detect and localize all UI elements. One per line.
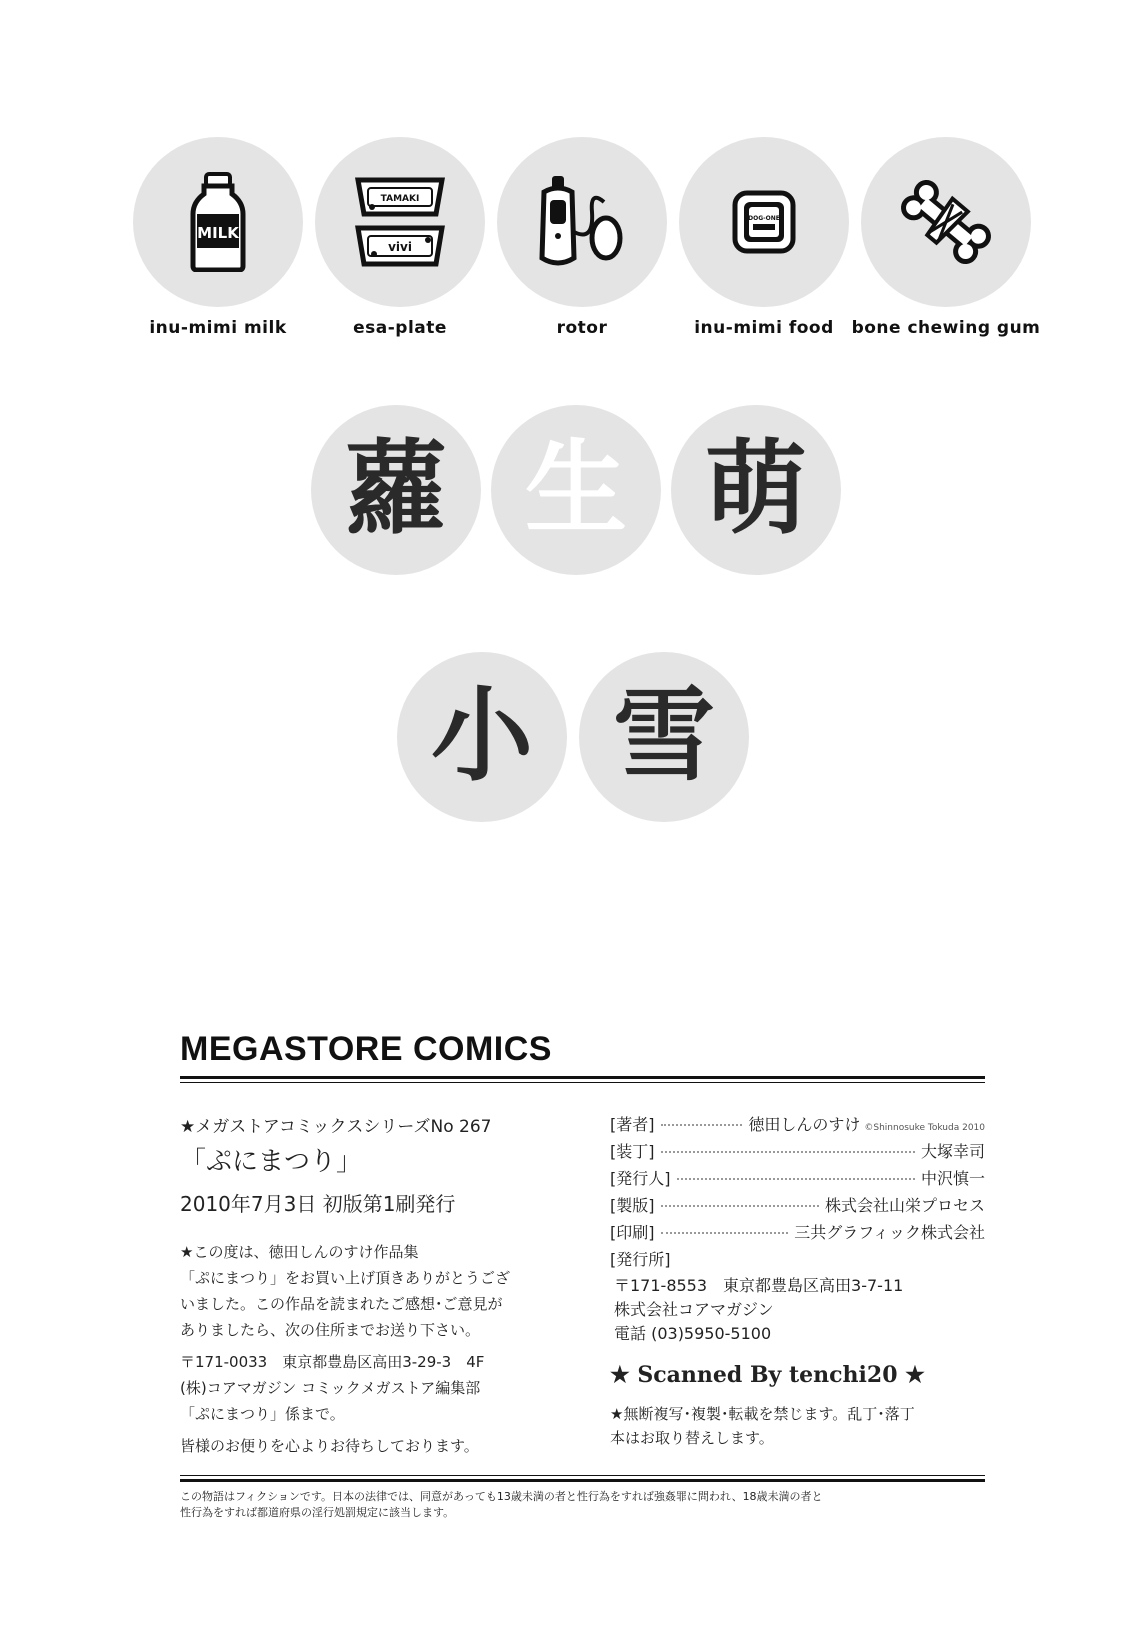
rotor-icon [534,172,630,272]
credit-value: 株式会社山栄プロセス [824,1196,985,1215]
publish-date: 2010年7月3日 初版第1刷発行 [180,1192,456,1216]
credit-key: [発行人] [610,1169,671,1188]
credit-key: [装丁] [610,1142,655,1161]
kanji-char: 小 [431,677,533,796]
milk-bottle-icon [183,172,253,272]
leader-dots [661,1124,743,1126]
credit-print [610,1220,985,1247]
copyright-note: ©Shinnosuke Tokuda 2010 [864,1123,985,1133]
warning-line: 本はお取り替えします。 [610,1429,774,1447]
thanks-paragraph [180,1239,570,1343]
colophon-left [180,1112,570,1465]
address-line: 「ぷにまつり」係まで。 [180,1405,345,1423]
kanji-circle-1 [311,405,481,575]
publisher-key: [発行所] [610,1250,671,1269]
kanji-circle-3 [671,405,841,575]
address-line: 〒171-0033 東京都豊島区高田3-29-3 4F [180,1353,485,1371]
top-rule [180,1076,985,1079]
item-label-food: inu-mimi food [694,318,834,338]
credit-plate [610,1193,985,1220]
book-title: 「ぷにまつり」 [180,1147,363,1177]
scanned-by: ★ Scanned By tenchi20 ★ [610,1362,925,1388]
plate-top-text: TAMAKI [380,194,420,204]
credit-key: [製版] [610,1196,655,1215]
publisher-line: 〒171-8553 東京都豊島区高田3-7-11 [614,1276,904,1295]
food-can-icon [732,190,796,254]
plate-bottom-text: vivi [388,240,412,254]
item-circle-bone [861,137,1031,307]
credit-value: 大塚幸司 [920,1142,985,1161]
item-circle-plate [315,137,485,307]
credit-key: [著者] [610,1115,655,1134]
publisher-line: 株式会社コアマガジン [614,1300,774,1319]
credit-value-text: 徳田しんのすけ [748,1115,861,1134]
series-number: ★メガストアコミックスシリーズNo 267 [180,1117,492,1137]
bottom-rule [180,1479,985,1482]
publisher-line: 電話 (03)5950-5100 [614,1324,772,1343]
credit-value: 中沢慎一 [920,1169,985,1188]
thanks-line: 「ぷにまつり」をお買い上げ頂きありがとうござ [180,1269,511,1287]
item-label-plate: esa-plate [353,318,447,338]
kanji-circle-2 [491,405,661,575]
warning-line: ★無断複写･複製･転載を禁じます。乱丁･落丁 [610,1405,915,1423]
fine-print [180,1489,985,1521]
brand-title: MEGASTORE COMICS [180,1030,552,1068]
credit-value [748,1112,985,1135]
bottom-rule-thin [180,1475,985,1476]
kanji-char: 萌 [705,430,807,549]
item-circle-milk [133,137,303,307]
item-label-bone: bone chewing gum [851,318,1041,338]
credit-publisher-person [610,1166,985,1193]
warning-text [610,1402,985,1450]
kanji-circle-4 [397,652,567,822]
leader-dots [661,1151,915,1153]
food-plate-icon [352,174,448,270]
item-circle-food [679,137,849,307]
credit-author [610,1112,985,1139]
leader-dots [677,1178,915,1180]
thanks-line: ★この度は、徳田しんのすけ作品集 [180,1243,419,1261]
bone-icon [896,174,996,270]
milk-bottle-text: MILK [197,224,239,242]
thanks-line: いました。この作品を読まれたご感想･ご意見が [180,1295,503,1313]
credit-value: 三共グラフィック株式会社 [794,1223,985,1242]
leader-dots [661,1232,789,1234]
item-circle-rotor [497,137,667,307]
closing-paragraph [180,1433,570,1459]
colophon-right [610,1112,985,1450]
kanji-circle-5 [579,652,749,822]
credit-key: [印刷] [610,1223,655,1242]
kanji-char: 生 [525,430,627,549]
item-label-rotor: rotor [556,318,608,338]
address-line: (株)コアマガジン コミックメガストア編集部 [180,1379,481,1397]
item-label-milk: inu-mimi milk [149,318,287,338]
kanji-char: 雪 [613,677,715,796]
kanji-char: 蘿 [345,430,447,549]
fine-print-line: 性行為をすれば都道府県の淫行処罰規定に該当します。 [180,1506,455,1519]
credit-design [610,1139,985,1166]
leader-dots [661,1205,819,1207]
closing-line: 皆様のお便りを心よりお待ちしております。 [180,1437,479,1455]
top-rule-thin [180,1082,985,1083]
fine-print-line: この物語はフィクションです。日本の法律では、同意があっても13歳未満の者と性行為をすれば強姦罪に問われ、18歳未満の者と [180,1490,823,1503]
thanks-line: ありましたら、次の住所までお送り下さい。 [180,1321,481,1339]
address-paragraph [180,1349,570,1427]
food-can-text: DOG-ONE [748,215,780,222]
